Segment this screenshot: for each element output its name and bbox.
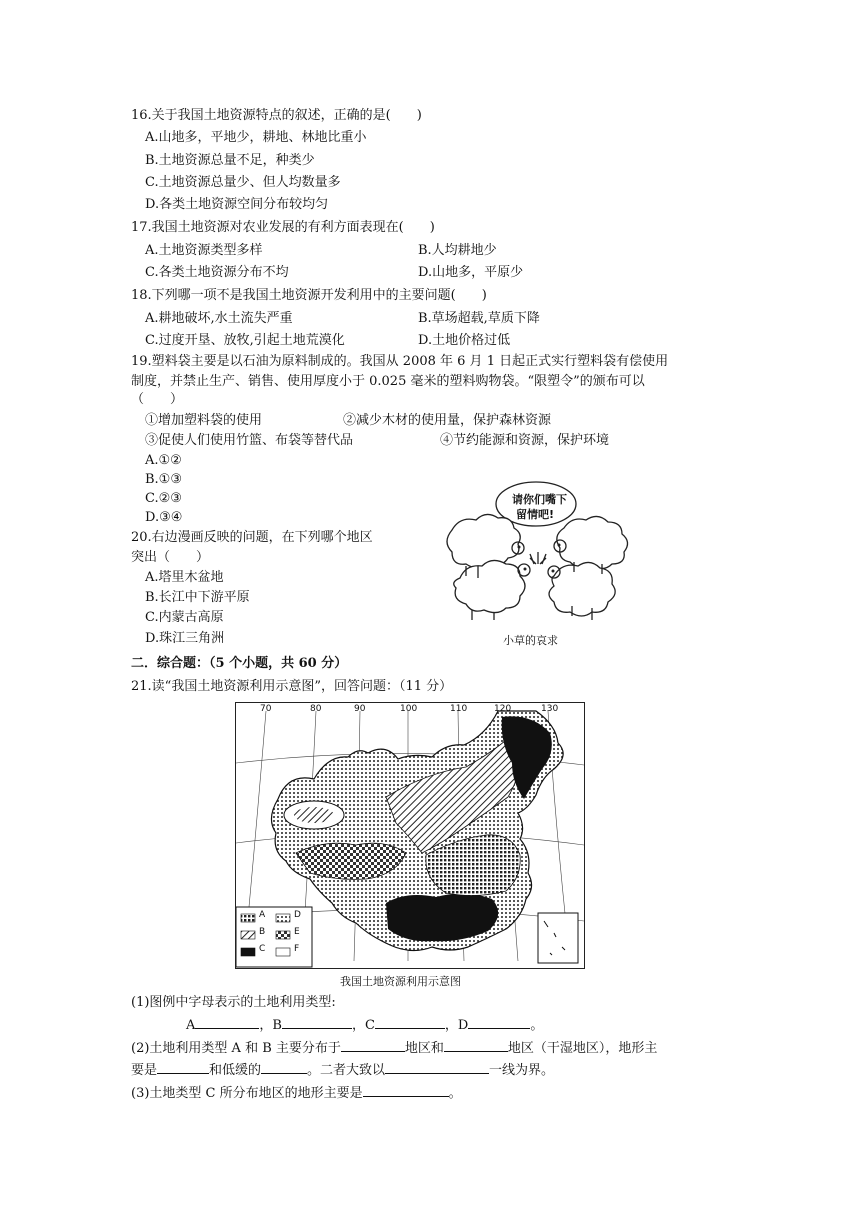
q21-sub2-part: 要是 (131, 1063, 158, 1078)
q21-sub1-blanks (186, 1016, 543, 1035)
legend-letter-a: A (259, 910, 266, 920)
q17-option-b: B.人均耕地少 (418, 243, 497, 258)
q18-stem: 18.下列哪一项不是我国土地资源开发利用中的主要问题( ) (131, 288, 487, 303)
q21-stem: 21.读“我国土地资源利用示意图”，回答问题：（11 分） (131, 679, 453, 694)
grass-cartoon (442, 478, 632, 628)
longitude-label: 130 (541, 704, 559, 714)
answer-blank-region-2[interactable] (444, 1039, 508, 1052)
q21-sub3-text: (3)土地类型 C 所分布地区的地形主要是 (131, 1086, 363, 1101)
map-caption: 我国土地资源利用示意图 (340, 975, 461, 988)
answer-blank-terrain-1[interactable] (157, 1061, 209, 1074)
longitude-label: 70 (260, 704, 272, 714)
cartoon-caption: 小草的哀求 (503, 634, 558, 647)
q19-item-3: ③促使人们使用竹篮、布袋等替代品 (145, 433, 354, 448)
q19-stem-line1: 19.塑料袋主要是以石油为原料制成的。我国从 2008 年 6 月 1 日起正式实行塑料袋有偿使用 (131, 354, 669, 369)
blank-end: 。 (530, 1018, 544, 1033)
longitude-label: 110 (450, 704, 468, 714)
q19-item-1: ①增加塑料袋的使用 (145, 413, 263, 428)
answer-blank-boundary[interactable] (385, 1061, 489, 1074)
q21-sub2-line2 (131, 1061, 554, 1080)
q18-option-a: A.耕地破坏,水土流失严重 (145, 311, 293, 326)
cartoon-speech-line2: 留情吧! (516, 508, 555, 521)
longitude-label: 120 (494, 704, 512, 714)
q21-sub1-text: (1)图例中字母表示的土地利用类型: (131, 995, 336, 1010)
q18-option-b: B.草场超载,草质下降 (418, 311, 540, 326)
q19-option-a: A.①② (145, 453, 182, 468)
q19-option-d: D.③④ (145, 510, 183, 525)
q19-stem-line2: 制度，并禁止生产、销售、使用厚度小于 0.025 毫米的塑料购物袋。“限塑令”的颁布可以 (131, 374, 645, 389)
q18-option-d: D.土地价格过低 (418, 333, 511, 348)
blank-label-a: A (186, 1018, 196, 1033)
longitude-label: 80 (310, 704, 322, 714)
q17-option-a: A.土地资源类型多样 (145, 243, 263, 258)
answer-blank-c-terrain[interactable] (363, 1084, 449, 1097)
legend-letter-d: D (294, 910, 301, 920)
q20-option-c: C.内蒙古高原 (145, 610, 224, 625)
answer-blank-terrain-2[interactable] (261, 1061, 307, 1074)
q17-option-d: D.山地多，平原少 (418, 265, 524, 280)
q18-option-c: C.过度开垦、放牧,引起土地荒漠化 (145, 333, 345, 348)
q19-option-c: C.②③ (145, 491, 182, 506)
legend-letter-e: E (294, 927, 300, 937)
q21-sub2-part: 一线为界。 (489, 1063, 555, 1078)
q21-sub2-part: 和低缓的 (209, 1063, 262, 1078)
q17-stem: 17.我国土地资源对农业发展的有利方面表现在( ) (131, 220, 435, 235)
q20-option-d: D.珠江三角洲 (145, 631, 225, 646)
q16-option-c: C.土地资源总量少、但人均数量多 (145, 175, 341, 190)
longitude-label: 90 (354, 704, 366, 714)
cartoon-speech-line1: 请你们嘴下 (512, 493, 567, 506)
q19-option-b: B.①③ (145, 472, 182, 487)
answer-blank-region-1[interactable] (341, 1039, 405, 1052)
answer-blank-d[interactable] (468, 1016, 530, 1029)
q21-sub2-part: 地区（干湿地区），地形主 (507, 1041, 658, 1056)
q16-stem: 16.关于我国土地资源特点的叙述，正确的是( ) (131, 108, 422, 123)
q16-option-b: B.土地资源总量不足，种类少 (145, 153, 315, 168)
q21-sub2-part: 。二者大致以 (307, 1063, 386, 1078)
answer-blank-a[interactable] (195, 1016, 259, 1029)
q17-option-c: C.各类土地资源分布不均 (145, 265, 289, 280)
q16-option-d: D.各类土地资源空间分布较均匀 (145, 197, 329, 212)
q21-sub2-line1 (131, 1039, 657, 1058)
q19-item-4: ④节约能源和资源，保护环境 (440, 433, 610, 448)
q21-sub3-end: 。 (448, 1086, 462, 1101)
longitude-label: 100 (400, 704, 418, 714)
q19-item-2: ②减少木材的使用量，保护森林资源 (343, 413, 552, 428)
legend-letter-c: C (259, 944, 266, 954)
q20-option-b: B.长江中下游平原 (145, 590, 250, 605)
blank-label-b: ，B (259, 1018, 282, 1033)
q19-stem-line3: （ ） (131, 392, 184, 407)
land-use-map (235, 702, 585, 969)
q20-stem-line2: 突出（ ） (131, 550, 210, 565)
q21-sub3 (131, 1084, 462, 1103)
q21-sub2-part: (2)土地利用类型 A 和 B 主要分布于 (131, 1041, 341, 1056)
q21-sub2-part: 地区和 (404, 1041, 444, 1056)
blank-label-c: ，C (351, 1018, 375, 1033)
blank-label-d: ，D (444, 1018, 469, 1033)
legend-letter-f: F (294, 944, 300, 954)
q20-option-a: A.塔里木盆地 (145, 570, 224, 585)
q20-stem-line1: 20.右边漫画反映的问题，在下列哪个地区 (131, 530, 373, 545)
q16-option-a: A.山地多，平地少，耕地、林地比重小 (145, 130, 367, 145)
answer-blank-b[interactable] (282, 1016, 352, 1029)
section-heading: 二．综合题：（5 个小题，共 60 分） (131, 656, 348, 671)
legend-letter-b: B (259, 927, 266, 937)
answer-blank-c[interactable] (375, 1016, 445, 1029)
